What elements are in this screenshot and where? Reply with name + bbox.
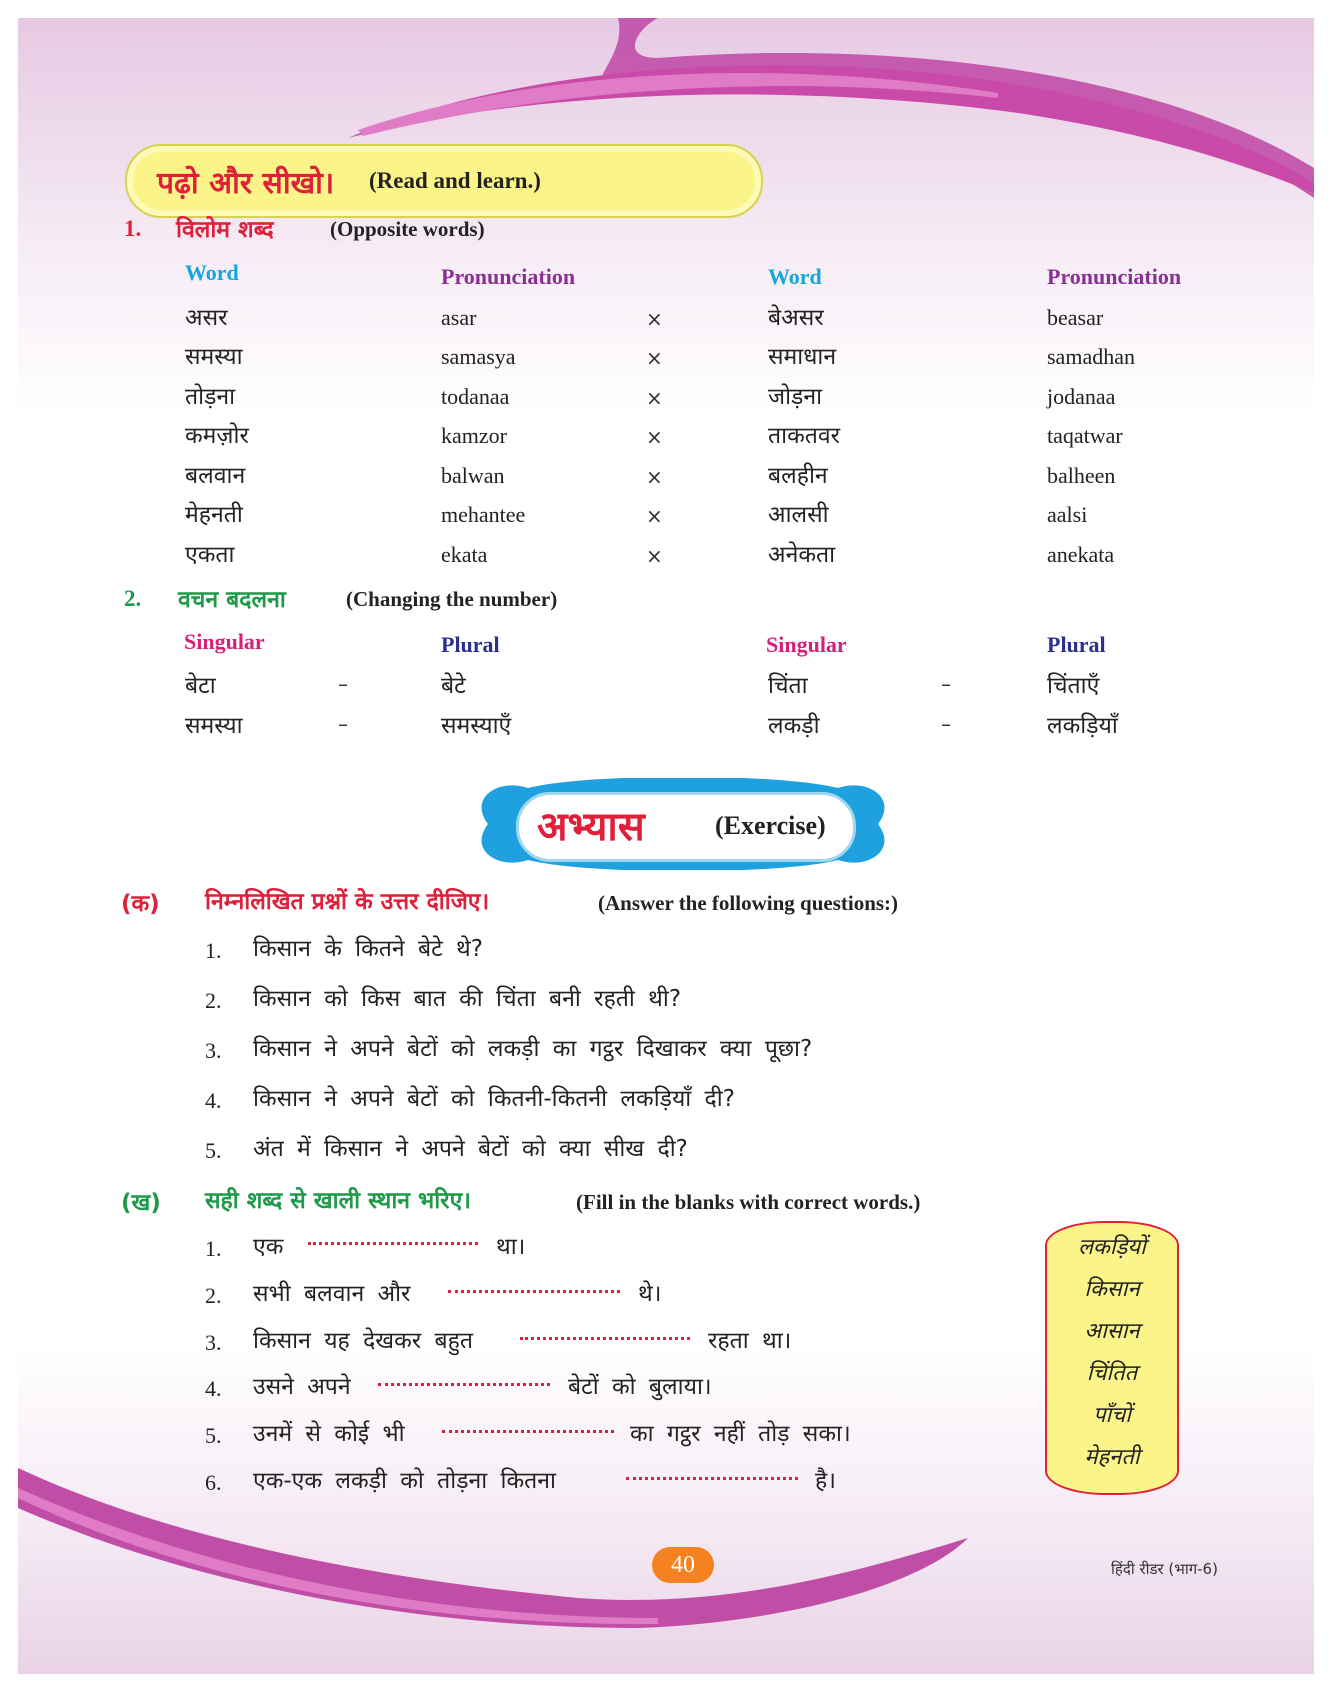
cross-icon: ×: [646, 386, 663, 410]
exercise-title-english: (Exercise): [715, 811, 826, 840]
questions-title-english: (Answer the following questions:): [598, 891, 899, 915]
word-box-item: मेहनती: [1084, 1445, 1140, 1470]
questions-label: (क): [121, 891, 160, 917]
fill-title-hindi: सही शब्द से खाली स्थान भरिए।: [205, 1188, 472, 1214]
blank-line: [520, 1331, 690, 1340]
blank-line: [378, 1377, 550, 1386]
cross-icon: ×: [646, 307, 663, 331]
cross-icon: ×: [646, 504, 663, 528]
exercise-title-pill: [516, 792, 856, 862]
blank-line: [308, 1236, 478, 1245]
blank-line: [448, 1284, 620, 1293]
section1-title-english: (Opposite words): [330, 217, 485, 241]
col-plural-1: Plural: [441, 632, 500, 657]
word-box: [1045, 1221, 1179, 1495]
book-page: पढ़ो और सीखो। (Read and learn.) 1. विलोम शब्द (Opposite words) Word Pronunciation Word Pronunciation असर asar × बेअसर beasar समस्या samasya × समाधान samadhan तोड़ना todanaa × जोड़ना jodanaa कमज़ोर kamzor × ताकतवर taqatwar बलवान balwan × बलहीन balheen मेहनती mehantee × आलसी aalsi एकता ekata × अनेकता anekata 2. वचन बदलना (Changing the number) Singular Plural Singular Plural बेटा – बेटे चिंता – चिंताएँ समस्या – समस्याएँ लकड़ी – लकड़ियाँ अभ्यास (Exercise) (क) निम्नलिखित प्रश्नों के उत्तर दीजिए। (Answer the following questions:) 1. किसान के कितने बेटे थे? 2. किसान को किस बात की चिंता बनी रहती थी? 3. किसान ने अपने बेटों को लकड़ी का गट्ठर दिखाकर क्या पूछा? 4. किसान ने अपने बेटों को कितनी-कितनी लकड़ियाँ दी? 5. अंत में किसान ने अपने बेटों को क्या सीख दी? (ख) सही शब्द से खाली स्थान भरिए। (Fill in the blanks with correct words.) 1. एक था। 2. सभी बलवान और थे। 3. किसान यह देखकर बहुत रहता था। 4. उसने अपने बेटों को बुलाया। 5. उनमें से कोई भी का गट्ठर नहीं तोड़ सका। 6. एक-एक लकड़ी को तोड़ना कितना है। लकड़ियों किसान आसान चिंतित पाँचों मेहनती 40 हिंदी रीडर (भाग-6): [18, 18, 1314, 1674]
section2-number: 2.: [124, 586, 142, 611]
col-pron-2: Pronunciation: [1047, 264, 1182, 289]
col-singular-2: Singular: [766, 632, 847, 657]
fill-title-english: (Fill in the blanks with correct words.): [576, 1190, 921, 1214]
section1-title-hindi: विलोम शब्द: [176, 217, 274, 243]
col-singular-1: Singular: [184, 629, 265, 654]
cross-icon: ×: [646, 544, 663, 568]
col-pron-1: Pronunciation: [441, 264, 576, 289]
section2-title-english: (Changing the number): [346, 587, 558, 611]
col-word-1: Word: [185, 260, 239, 285]
questions-title-hindi: निम्नलिखित प्रश्नों के उत्तर दीजिए।: [205, 889, 490, 915]
cross-icon: ×: [646, 346, 663, 370]
book-title: हिंदी रीडर (भाग-6): [1111, 1560, 1218, 1578]
word-box-item: पाँचों: [1093, 1403, 1131, 1428]
word-box-item: लकड़ियों: [1078, 1235, 1146, 1260]
word-box-item: चिंतित: [1086, 1361, 1138, 1386]
col-plural-2: Plural: [1047, 632, 1106, 657]
blank-line: [442, 1424, 614, 1433]
exercise-title-hindi: अभ्यास: [537, 804, 645, 850]
cross-icon: ×: [646, 425, 663, 449]
read-and-learn-banner: [125, 144, 763, 218]
col-word-2: Word: [768, 264, 822, 289]
section2-title-hindi: वचन बदलना: [178, 587, 286, 613]
page-number: 40: [652, 1547, 714, 1583]
word-box-item: आसान: [1084, 1319, 1140, 1344]
blank-line: [626, 1471, 798, 1480]
section1-number: 1.: [124, 216, 142, 241]
exercise-badge: [468, 778, 898, 870]
banner-title-english: (Read and learn.): [369, 168, 541, 193]
banner-title-hindi: पढ़ो और सीखो।: [157, 166, 335, 201]
word-box-item: किसान: [1084, 1277, 1140, 1302]
cross-icon: ×: [646, 465, 663, 489]
fill-label: (ख): [121, 1190, 161, 1216]
